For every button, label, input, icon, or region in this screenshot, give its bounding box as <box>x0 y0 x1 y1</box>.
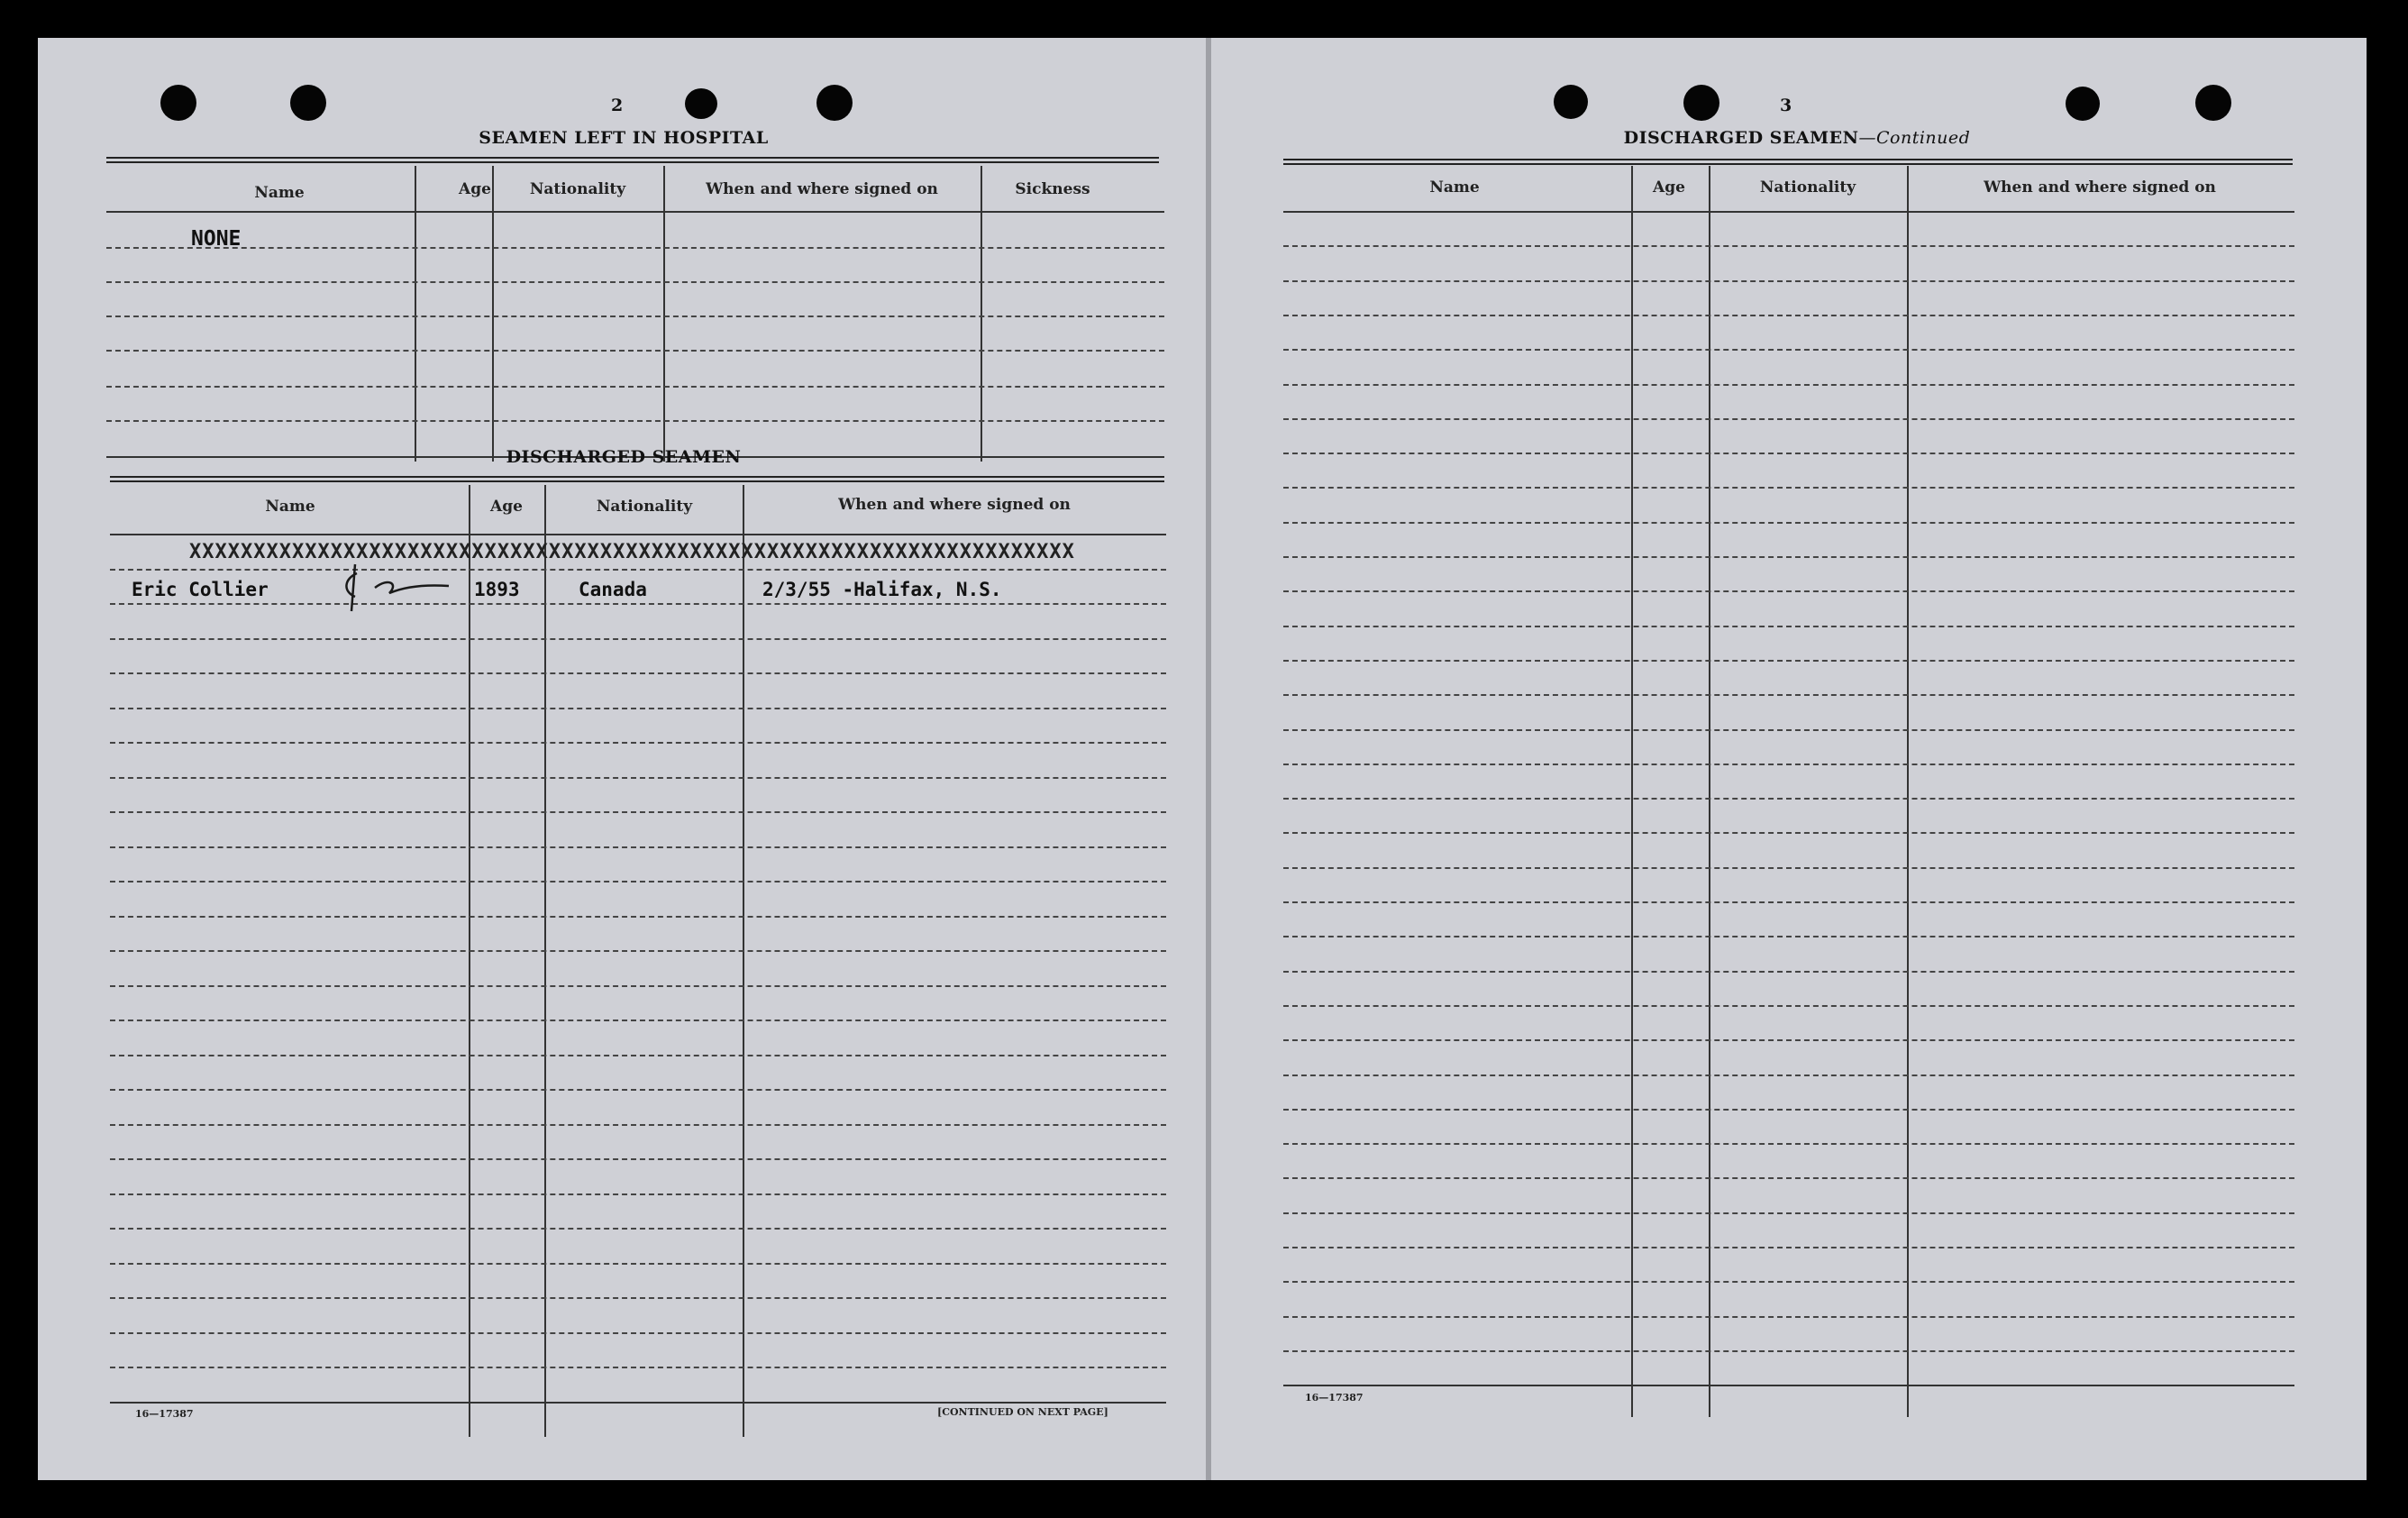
punch-hole <box>1554 85 1588 119</box>
row-line <box>1283 764 2294 765</box>
row-line <box>106 350 1164 352</box>
row-line <box>1283 280 2294 282</box>
row-line <box>1283 1385 2294 1386</box>
row-line <box>1283 694 2294 696</box>
punch-hole <box>290 85 326 121</box>
row-line <box>1283 1143 2294 1145</box>
row-line <box>110 603 1166 605</box>
row-line <box>110 916 1166 918</box>
column-divider <box>1631 166 1633 1417</box>
punch-hole <box>1683 85 1719 121</box>
row-line <box>110 1297 1166 1299</box>
discharged-row-name: Eric Collier <box>132 579 269 600</box>
continued-note: [CONTINUED ON NEXT PAGE] <box>937 1406 1108 1418</box>
row-line <box>1283 936 2294 937</box>
row-line <box>1283 901 2294 903</box>
hospital-row-name: NONE <box>191 227 242 251</box>
column-header-nationality: Nationality <box>596 498 693 516</box>
row-line <box>1283 1212 2294 1214</box>
column-header-age: Age <box>459 180 491 198</box>
row-line <box>1283 315 2294 316</box>
column-header-name: Name <box>254 184 305 202</box>
row-line <box>1283 832 2294 834</box>
row-line <box>110 811 1166 813</box>
row-line <box>1283 971 2294 973</box>
column-header-sickness: Sickness <box>1015 180 1090 198</box>
column-header-nationality: Nationality <box>1759 178 1856 197</box>
row-line <box>1283 1074 2294 1076</box>
row-line <box>1283 1005 2294 1007</box>
row-line <box>110 777 1166 779</box>
row-line <box>110 1124 1166 1126</box>
right-section-title-suffix: —Continued <box>1858 128 1971 148</box>
row-line <box>110 1263 1166 1265</box>
row-line <box>110 985 1166 987</box>
discharged-row-signed-on: 2/3/55 -Halifax, N.S. <box>762 579 1002 600</box>
punch-hole <box>2066 87 2100 121</box>
column-divider <box>1907 166 1909 1417</box>
hospital-section-title: SEAMEN LEFT IN HOSPITAL <box>479 128 769 148</box>
row-line <box>1283 798 2294 800</box>
section-rule <box>1283 159 2293 165</box>
discharged-row-age: 1893 <box>474 579 520 600</box>
row-line <box>1283 245 2294 247</box>
row-line <box>1283 590 2294 592</box>
row-line <box>1283 556 2294 558</box>
row-line <box>106 420 1164 422</box>
row-line <box>1283 1350 2294 1352</box>
row-line <box>110 950 1166 952</box>
discharged-row-nationality: Canada <box>579 579 647 600</box>
row-line <box>1283 1109 2294 1111</box>
right-section-title-text: DISCHARGED SEAMEN <box>1623 128 1859 148</box>
row-line <box>1283 522 2294 524</box>
row-line <box>110 1228 1166 1230</box>
row-line <box>1283 626 2294 627</box>
section-rule <box>110 476 1164 482</box>
row-line <box>106 247 1164 249</box>
column-header-nationality: Nationality <box>529 180 626 198</box>
column-divider <box>469 485 470 1437</box>
punch-hole <box>685 88 717 119</box>
form-number: 16—17387 <box>135 1408 194 1420</box>
row-line <box>110 881 1166 882</box>
column-header-name: Name <box>265 498 315 516</box>
row-line <box>1283 1039 2294 1041</box>
row-line <box>110 742 1166 744</box>
punch-hole <box>160 85 196 121</box>
row-line <box>1283 729 2294 731</box>
column-divider <box>743 485 744 1437</box>
row-line <box>1283 1316 2294 1318</box>
row-line <box>110 1193 1166 1195</box>
section-rule <box>106 157 1159 163</box>
row-line <box>106 211 1164 213</box>
row-line <box>1283 453 2294 454</box>
right-section-title <box>1527 128 2067 148</box>
left-page <box>38 38 1206 1480</box>
row-line <box>1283 1281 2294 1283</box>
column-divider <box>544 485 546 1437</box>
row-line <box>110 1020 1166 1021</box>
row-line <box>110 1332 1166 1334</box>
column-header-signed-on: When and where signed on <box>706 180 938 198</box>
struck-out-entry: XXXXXXXXXXXXXXXXXXXXXXXXXXXXXXXXXXXXXXXXXXXXXXXXXXXXXXXXXXXXXXXXXXXXX <box>189 541 1075 563</box>
column-header-signed-on: When and where signed on <box>1984 178 2216 197</box>
row-line <box>1283 1247 2294 1248</box>
row-line <box>110 846 1166 848</box>
row-line <box>1283 349 2294 351</box>
row-line <box>1283 211 2294 213</box>
row-line <box>1283 867 2294 869</box>
punch-hole <box>816 85 853 121</box>
handwritten-initials <box>335 561 461 615</box>
column-divider <box>1709 166 1710 1417</box>
punch-hole <box>2195 85 2231 121</box>
row-line <box>110 534 1166 535</box>
row-line <box>110 1367 1166 1368</box>
row-line <box>110 1089 1166 1091</box>
column-header-name: Name <box>1429 178 1480 197</box>
row-line <box>1283 418 2294 420</box>
discharged-section-title: DISCHARGED SEAMEN <box>506 447 742 467</box>
page-number: 3 <box>1780 96 1792 115</box>
row-line <box>1283 487 2294 489</box>
form-number: 16—17387 <box>1305 1392 1364 1404</box>
row-line <box>110 1402 1166 1404</box>
row-line <box>110 672 1166 674</box>
row-line <box>106 386 1164 388</box>
row-line <box>1283 384 2294 386</box>
column-header-age: Age <box>490 498 523 516</box>
row-line <box>110 638 1166 640</box>
row-line <box>106 315 1164 317</box>
right-page <box>1211 38 2367 1480</box>
row-line <box>1283 1177 2294 1179</box>
row-line <box>110 1055 1166 1056</box>
row-line <box>110 1158 1166 1160</box>
row-line <box>110 708 1166 709</box>
column-header-signed-on: When and where signed on <box>838 496 1071 514</box>
row-line <box>106 281 1164 283</box>
page-number: 2 <box>611 96 624 115</box>
row-line <box>1283 660 2294 662</box>
row-line <box>110 569 1166 571</box>
column-header-age: Age <box>1653 178 1685 197</box>
